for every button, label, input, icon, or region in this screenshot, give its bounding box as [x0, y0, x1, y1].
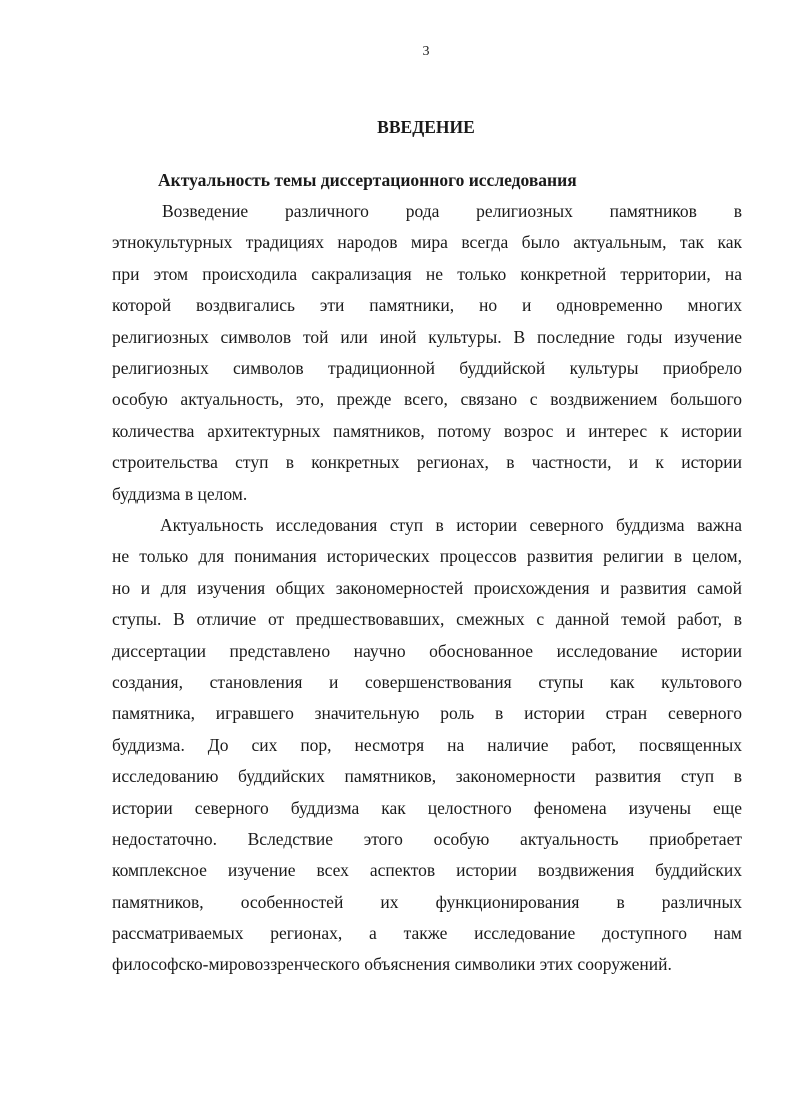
paragraph-line: но и для изучения общих закономерностей происхождения и развития самой [112, 577, 742, 598]
paragraph-line: которой воздвигались эти памятники, но и одновременно многих [112, 295, 742, 316]
paragraph-line: памятников, особенностей их функционирования в различных [112, 891, 742, 912]
paragraph-line: Актуальность исследования ступ в истории северного буддизма важна [160, 515, 742, 535]
paragraph-line: исследованию буддийских памятников, закономерности развития ступ в [112, 766, 742, 787]
paragraph-line: строительства ступ в конкретных регионах, в частности, и к истории [112, 452, 742, 473]
paragraph-line: истории северного буддизма как целостного феномена изучены еще [112, 797, 742, 818]
paragraph-line: Возведение различного рода религиозных памятников в [162, 201, 742, 221]
paragraph-line: ступы. В отличие от предшествовавших, смежных с данной темой работ, в [112, 609, 742, 630]
paragraph-line: создания, становления и совершенствования ступы как культового [112, 671, 742, 692]
paragraph-line: этнокультурных традициях народов мира всегда было актуальным, так как [112, 232, 742, 253]
section-heading: ВВЕДЕНИЕ [377, 117, 475, 137]
paragraph-line: философско-мировоззренческого объяснения символики этих сооружений. [112, 954, 672, 975]
paragraph-relevance [112, 196, 742, 510]
paragraph-line: буддизма в целом. [112, 483, 248, 504]
paragraph-line: особую актуальность, это, прежде всего, связано с воздвижением большого [112, 389, 742, 410]
paragraph-line: количества архитектурных памятников, потому возрос и интерес к истории [112, 420, 742, 441]
paragraph-line: комплексное изучение всех аспектов истории воздвижения буддийских [112, 860, 742, 881]
paragraph-line: недостаточно. Вследствие этого особую актуальность приобретает [112, 828, 742, 849]
subsection-heading: Актуальность темы диссертационного исследования [158, 170, 577, 190]
page-number: 3 [422, 44, 430, 59]
paragraph-line: памятника, игравшего значительную роль в истории стран северного [112, 703, 742, 724]
paragraph-line: при этом происходила сакрализация не только конкретной территории, на [112, 263, 742, 284]
paragraph-line: религиозных символов той или иной культуры. В последние годы изучение [112, 326, 742, 347]
paragraph-line: религиозных символов традиционной буддийской культуры приобрело [112, 357, 742, 378]
paragraph-line: не только для понимания исторических процессов развития религии в целом, [112, 546, 742, 567]
paragraph-line: буддизма. До сих пор, несмотря на наличие работ, посвященных [112, 734, 742, 755]
paragraph-line: диссертации представлено научно обоснованное исследование истории [112, 640, 742, 661]
paragraph-line: рассматриваемых регионах, а также исследование доступного нам [112, 923, 742, 944]
paragraph-stupa-research [112, 510, 742, 981]
